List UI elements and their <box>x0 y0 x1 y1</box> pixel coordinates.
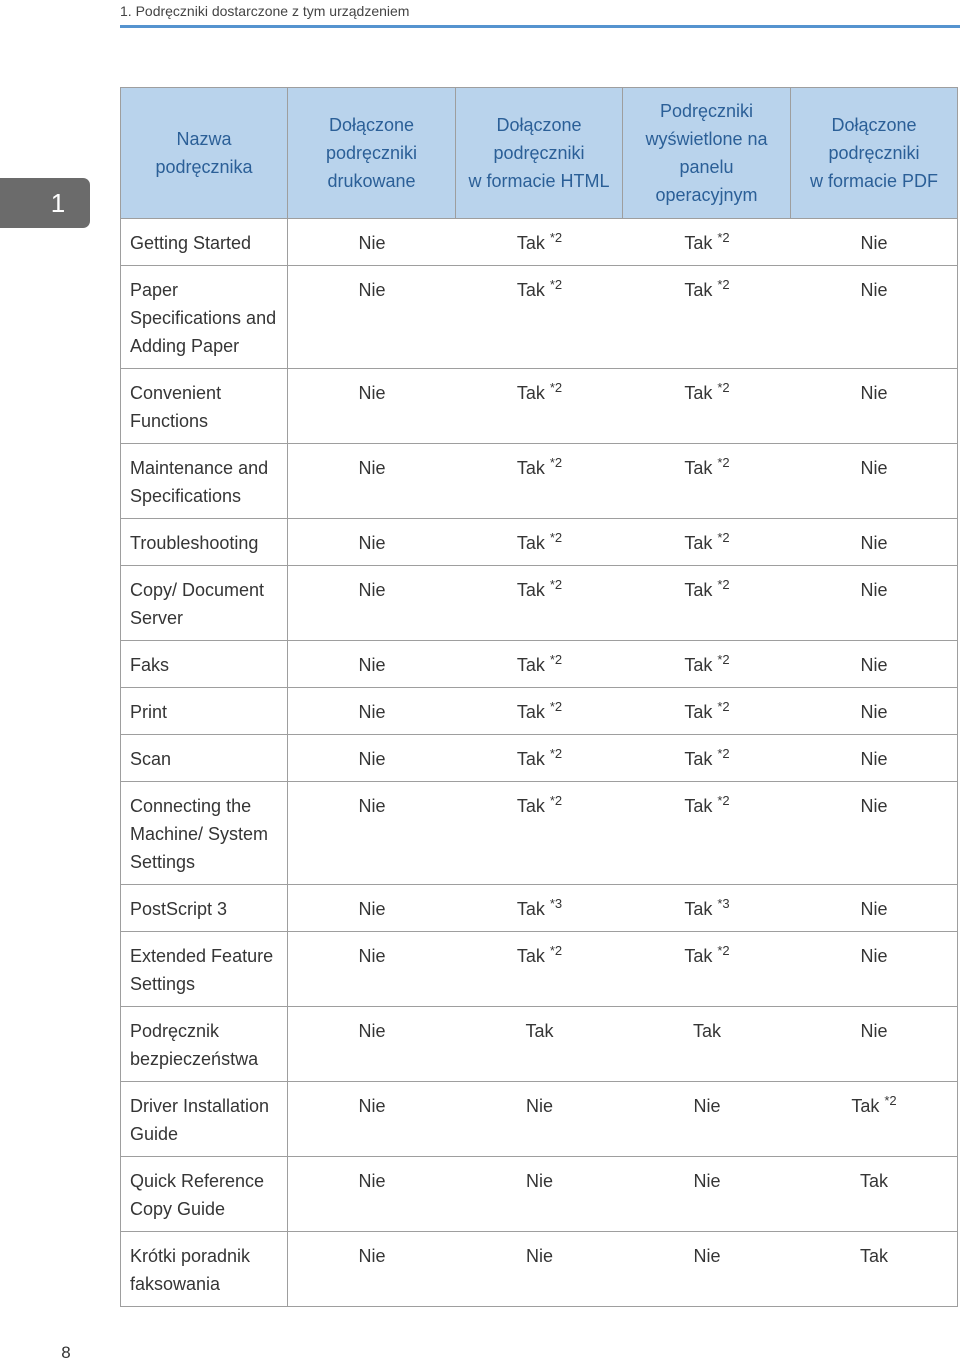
html-cell <box>456 735 623 781</box>
table-row <box>121 369 957 444</box>
availability-value: Nie <box>860 796 888 816</box>
manual-name: PostScript 3 <box>121 885 288 931</box>
header-rule <box>120 25 960 28</box>
footnote-ref: *2 <box>717 699 730 714</box>
availability-value: Tak <box>516 280 545 300</box>
table-row <box>121 444 957 519</box>
availability-value: Tak <box>859 1171 888 1191</box>
footnote-ref: *2 <box>549 793 563 808</box>
panel-cell <box>623 566 791 640</box>
panel-cell <box>623 519 791 565</box>
manual-name: Connecting the Machine/ System Settings <box>121 782 288 884</box>
pdf-cell <box>791 641 957 687</box>
table-row <box>121 1007 957 1082</box>
availability-value: Tak <box>692 1021 721 1041</box>
html-cell <box>456 444 623 518</box>
table-row <box>121 1157 957 1232</box>
page-number: 8 <box>61 1343 71 1362</box>
table-row <box>121 688 957 735</box>
availability-value: Nie <box>860 233 888 253</box>
availability-value: Nie <box>358 946 386 966</box>
availability-value: Nie <box>860 946 888 966</box>
footnote-ref: *2 <box>549 577 563 592</box>
panel-cell <box>623 735 791 781</box>
pdf-cell <box>791 1157 957 1231</box>
availability-value: Tak <box>684 749 713 769</box>
availability-value: Tak <box>684 655 713 675</box>
manual-name: Copy/ Document Server <box>121 566 288 640</box>
chapter-tab: 1 <box>0 178 90 228</box>
printed-cell <box>288 688 456 734</box>
footnote-ref: *2 <box>717 652 730 667</box>
printed-cell <box>288 219 456 265</box>
column-header-label: Dołączone podręczniki w formacie PDF <box>809 115 939 191</box>
footnote-ref: *2 <box>717 746 730 761</box>
availability-value: Tak <box>516 899 545 919</box>
footnote-ref: *2 <box>717 230 730 245</box>
table-row <box>121 1082 957 1157</box>
availability-value: Tak <box>516 383 545 403</box>
manual-name: Scan <box>121 735 288 781</box>
html-cell <box>456 1157 623 1231</box>
availability-value: Tak <box>525 1021 554 1041</box>
availability-value: Nie <box>860 1021 888 1041</box>
availability-value: Nie <box>358 383 386 403</box>
pdf-cell <box>791 266 957 368</box>
panel-cell <box>623 885 791 931</box>
availability-value: Tak <box>516 749 545 769</box>
availability-value: Tak <box>684 533 713 553</box>
manual-name: Maintenance and Specifications <box>121 444 288 518</box>
manual-name: Paper Specifications and Adding Paper <box>121 266 288 368</box>
panel-cell <box>623 1082 791 1156</box>
html-cell <box>456 782 623 884</box>
panel-cell <box>623 1232 791 1306</box>
footnote-ref: *2 <box>717 943 730 958</box>
panel-cell <box>623 688 791 734</box>
printed-cell <box>288 1232 456 1306</box>
availability-value: Nie <box>860 899 888 919</box>
availability-value: Nie <box>860 749 888 769</box>
printed-cell <box>288 266 456 368</box>
availability-value: Tak <box>684 899 713 919</box>
printed-cell <box>288 369 456 443</box>
html-cell <box>456 1082 623 1156</box>
table-row <box>121 641 957 688</box>
availability-value: Tak <box>516 233 545 253</box>
availability-value: Tak <box>684 796 713 816</box>
printed-cell <box>288 885 456 931</box>
availability-value: Nie <box>693 1171 721 1191</box>
footnote-ref: *2 <box>717 455 730 470</box>
column-header-manual-name <box>121 88 288 218</box>
availability-value: Nie <box>693 1096 721 1116</box>
pdf-cell <box>791 932 957 1006</box>
html-cell <box>456 1232 623 1306</box>
table-row <box>121 885 957 932</box>
footnote-ref: *3 <box>549 896 563 911</box>
column-header-label: Dołączone podręczniki drukowane <box>325 115 418 191</box>
footnote-ref: *2 <box>884 1093 897 1108</box>
pdf-cell <box>791 1007 957 1081</box>
manual-name: Podręcznik bezpieczeństwa <box>121 1007 288 1081</box>
table-row <box>121 735 957 782</box>
manual-name: Getting Started <box>121 219 288 265</box>
html-cell <box>456 1007 623 1081</box>
footnote-ref: *2 <box>717 277 730 292</box>
panel-cell <box>623 641 791 687</box>
footnote-ref: *3 <box>717 896 730 911</box>
availability-value: Nie <box>358 1096 386 1116</box>
column-header-pdf <box>791 88 957 218</box>
panel-cell <box>623 1007 791 1081</box>
panel-cell <box>623 266 791 368</box>
pdf-cell <box>791 369 957 443</box>
availability-value: Nie <box>358 1021 386 1041</box>
footnote-ref: *2 <box>549 746 563 761</box>
availability-value: Tak <box>684 580 713 600</box>
panel-cell <box>623 219 791 265</box>
availability-value: Tak <box>516 580 545 600</box>
footnote-ref: *2 <box>717 380 730 395</box>
pdf-cell <box>791 219 957 265</box>
html-cell <box>456 369 623 443</box>
html-cell <box>456 688 623 734</box>
availability-value: Tak <box>516 702 545 722</box>
printed-cell <box>288 519 456 565</box>
pdf-cell <box>791 1232 957 1306</box>
html-cell <box>456 932 623 1006</box>
column-header-printed <box>288 88 456 218</box>
availability-value: Nie <box>358 749 386 769</box>
manual-name: Quick Reference Copy Guide <box>121 1157 288 1231</box>
availability-value: Tak <box>684 702 713 722</box>
table-header-row <box>121 88 957 219</box>
footnote-ref: *2 <box>549 943 563 958</box>
column-header-label: Dołączone podręczniki w formacie HTML <box>468 115 610 191</box>
availability-value: Nie <box>358 1171 386 1191</box>
html-cell <box>456 219 623 265</box>
column-header-html <box>456 88 623 218</box>
footnote-ref: *2 <box>549 530 563 545</box>
availability-value: Tak <box>684 946 713 966</box>
html-cell <box>456 885 623 931</box>
html-cell <box>456 266 623 368</box>
footnote-ref: *2 <box>549 699 563 714</box>
footnote-ref: *2 <box>549 652 563 667</box>
manual-name: Extended Feature Settings <box>121 932 288 1006</box>
pdf-cell <box>791 782 957 884</box>
html-cell <box>456 566 623 640</box>
availability-value: Nie <box>358 458 386 478</box>
availability-value: Tak <box>516 655 545 675</box>
pdf-cell <box>791 735 957 781</box>
printed-cell <box>288 932 456 1006</box>
manual-name: Krótki poradnik faksowania <box>121 1232 288 1306</box>
availability-value: Nie <box>358 280 386 300</box>
availability-value: Nie <box>860 383 888 403</box>
availability-value: Nie <box>860 533 888 553</box>
availability-value: Nie <box>358 796 386 816</box>
manual-name: Driver Installation Guide <box>121 1082 288 1156</box>
pdf-cell <box>791 444 957 518</box>
panel-cell <box>623 1157 791 1231</box>
footnote-ref: *2 <box>549 455 563 470</box>
printed-cell <box>288 1007 456 1081</box>
html-cell <box>456 519 623 565</box>
availability-value: Nie <box>860 655 888 675</box>
availability-value: Nie <box>525 1171 553 1191</box>
availability-value: Tak <box>516 458 545 478</box>
footnote-ref: *2 <box>717 530 730 545</box>
availability-value: Nie <box>358 533 386 553</box>
printed-cell <box>288 641 456 687</box>
panel-cell <box>623 782 791 884</box>
column-header-label: Podręczniki wyświetlone na panelu operacyjnym <box>645 101 768 205</box>
pdf-cell <box>791 688 957 734</box>
printed-cell <box>288 735 456 781</box>
pdf-cell <box>791 1082 957 1156</box>
availability-value: Nie <box>860 702 888 722</box>
pdf-cell <box>791 885 957 931</box>
availability-value: Nie <box>525 1096 553 1116</box>
availability-value: Nie <box>358 702 386 722</box>
table-row <box>121 932 957 1007</box>
availability-value: Nie <box>358 655 386 675</box>
manuals-table <box>120 87 958 1307</box>
manual-name: Faks <box>121 641 288 687</box>
availability-value: Tak <box>684 280 713 300</box>
panel-cell <box>623 444 791 518</box>
availability-value: Nie <box>358 233 386 253</box>
footnote-ref: *2 <box>549 277 563 292</box>
printed-cell <box>288 1157 456 1231</box>
table-row <box>121 519 957 566</box>
availability-value: Nie <box>860 280 888 300</box>
availability-value: Nie <box>358 899 386 919</box>
printed-cell <box>288 782 456 884</box>
table-row <box>121 566 957 641</box>
availability-value: Tak <box>516 946 545 966</box>
manual-name: Convenient Functions <box>121 369 288 443</box>
manual-name: Troubleshooting <box>121 519 288 565</box>
footnote-ref: *2 <box>549 230 563 245</box>
availability-value: Tak <box>851 1096 880 1116</box>
pdf-cell <box>791 566 957 640</box>
table-row <box>121 266 957 369</box>
table-row <box>121 1232 957 1307</box>
html-cell <box>456 641 623 687</box>
footnote-ref: *2 <box>717 793 730 808</box>
footnote-ref: *2 <box>549 380 563 395</box>
column-header-label: Nazwa podręcznika <box>155 129 253 177</box>
pdf-cell <box>791 519 957 565</box>
availability-value: Tak <box>684 458 713 478</box>
panel-cell <box>623 369 791 443</box>
panel-cell <box>623 932 791 1006</box>
availability-value: Nie <box>358 1246 386 1266</box>
manual-name: Print <box>121 688 288 734</box>
availability-value: Nie <box>525 1246 553 1266</box>
availability-value: Nie <box>860 580 888 600</box>
availability-value: Nie <box>693 1246 721 1266</box>
printed-cell <box>288 566 456 640</box>
printed-cell <box>288 1082 456 1156</box>
availability-value: Nie <box>860 458 888 478</box>
availability-value: Tak <box>516 796 545 816</box>
table-row <box>121 782 957 885</box>
availability-value: Tak <box>859 1246 888 1266</box>
running-title: 1. Podręczniki dostarczone z tym urządzeniem <box>120 3 410 19</box>
availability-value: Tak <box>684 383 713 403</box>
table-row <box>121 219 957 266</box>
availability-value: Nie <box>358 580 386 600</box>
printed-cell <box>288 444 456 518</box>
availability-value: Tak <box>684 233 713 253</box>
footnote-ref: *2 <box>717 577 730 592</box>
column-header-panel <box>623 88 791 218</box>
availability-value: Tak <box>516 533 545 553</box>
